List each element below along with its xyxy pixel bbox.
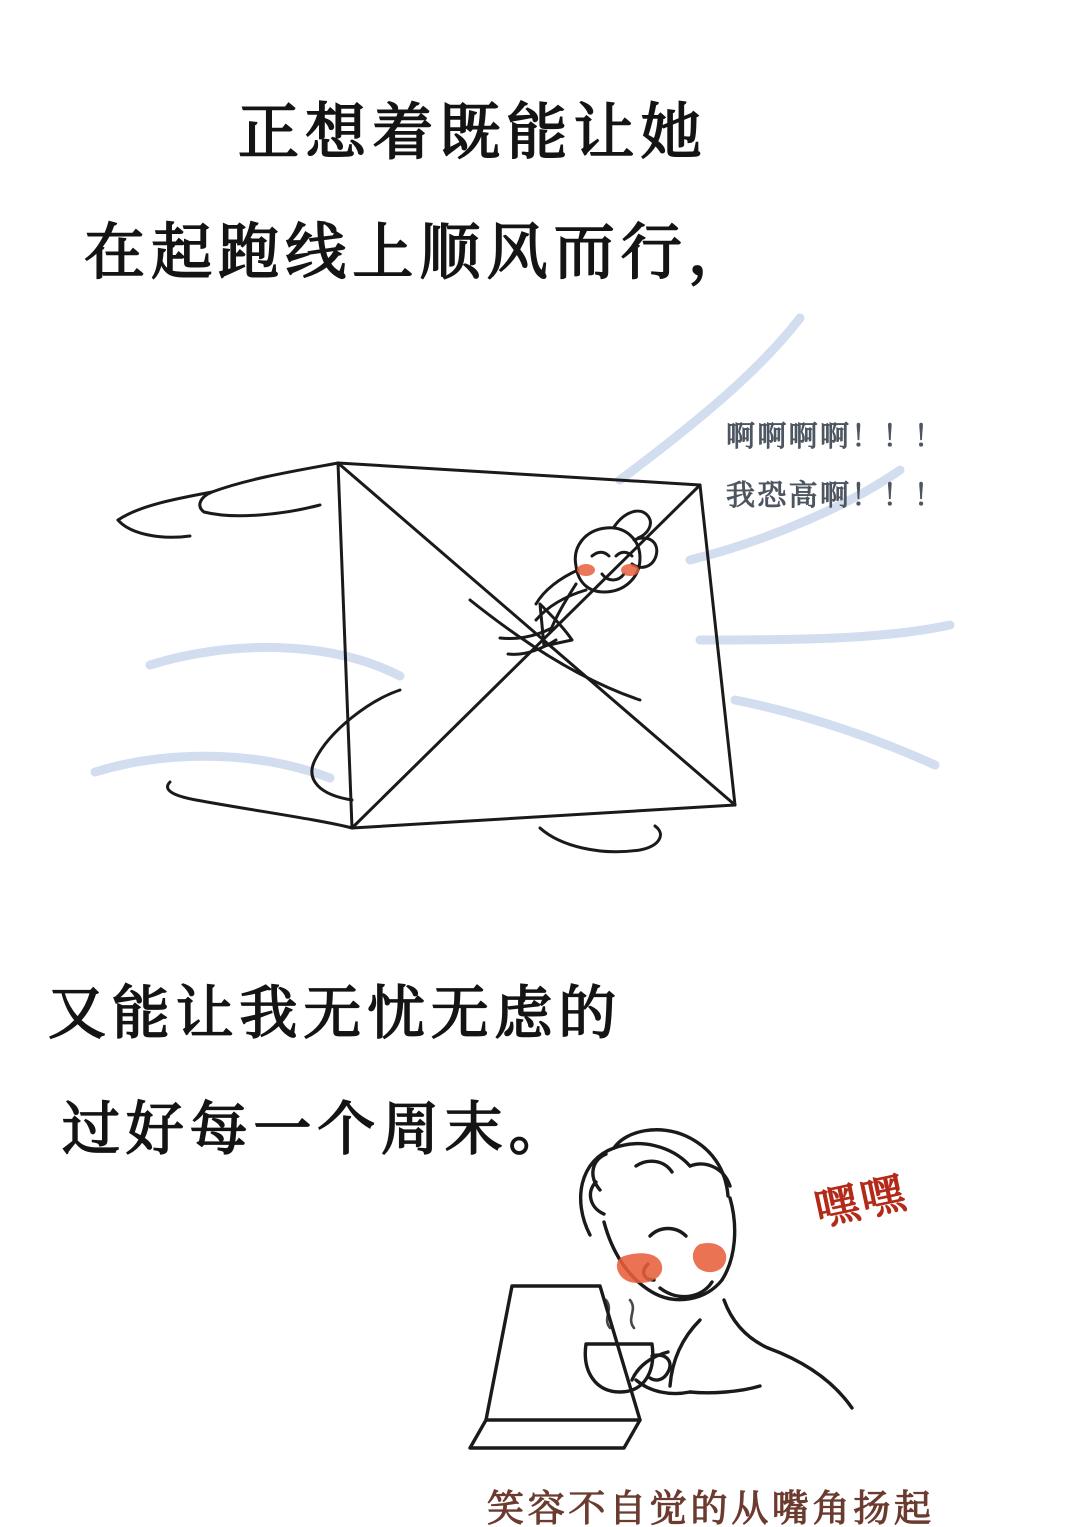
headline-line-3: 又能让我无忧无虑的	[48, 979, 623, 1047]
person-with-laptop	[581, 1130, 852, 1408]
coffee-cup-icon	[585, 1344, 670, 1392]
girl-on-kite	[500, 511, 657, 654]
kite-shape	[338, 463, 735, 828]
speech-line-1: 啊啊啊啊！！！	[726, 419, 946, 453]
kite-tail	[118, 463, 660, 852]
blush-desk-person	[617, 1243, 726, 1283]
steam-icon	[606, 1300, 634, 1328]
bottom-caption: 笑容不自觉的从嘴角扬起	[487, 1487, 935, 1527]
blush-kite-girl	[577, 564, 639, 576]
laugh-text: 嘿嘿	[810, 1167, 913, 1237]
wind-streaks	[95, 318, 950, 778]
laptop-icon	[470, 1286, 640, 1448]
headline-line-1: 正想着既能让她	[238, 97, 708, 168]
headline-line-2: 在起跑线上顺风而行，	[84, 217, 756, 288]
headline-line-4: 过好每一个周末。	[62, 1095, 573, 1163]
speech-line-2: 我恐高啊！！！	[726, 478, 946, 512]
